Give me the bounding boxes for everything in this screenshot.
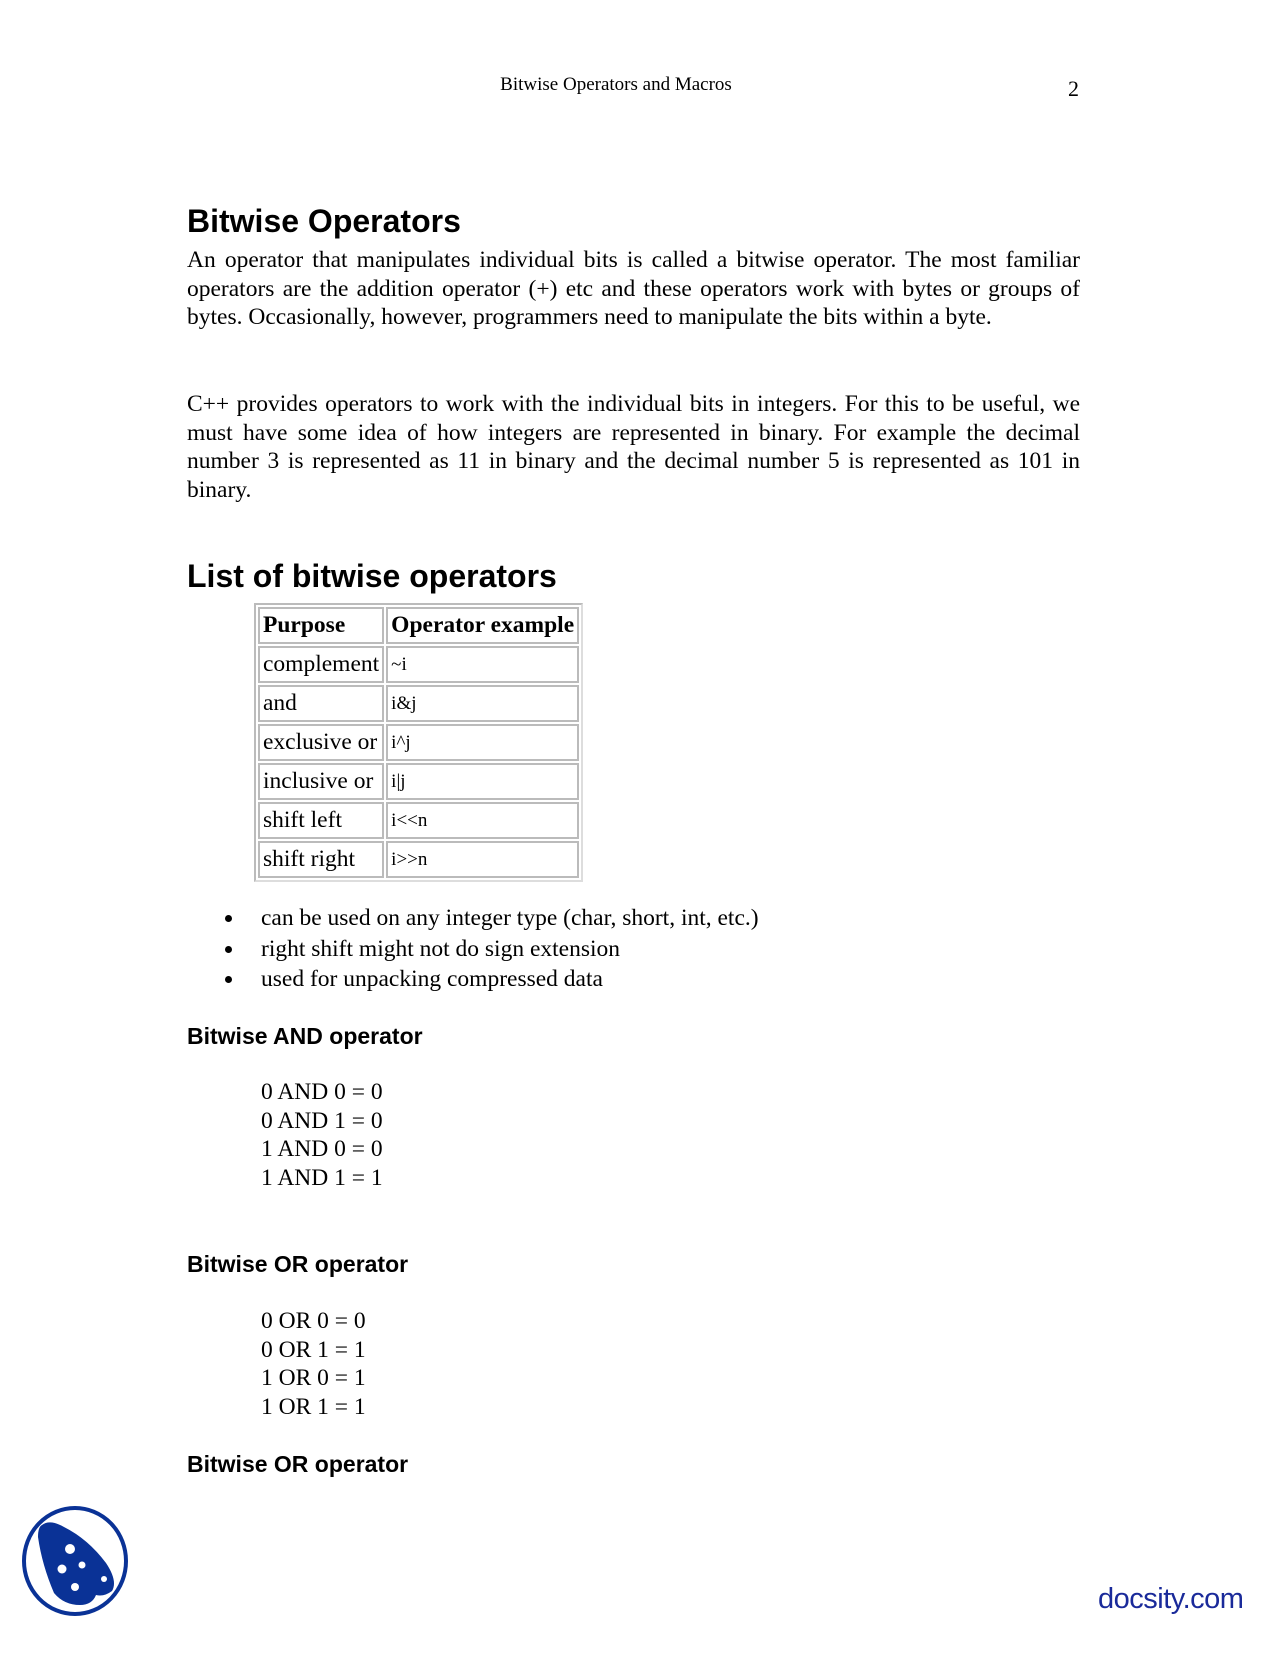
operator-cell: i>>n [386,841,579,878]
running-header: Bitwise Operators and Macros [500,74,732,95]
paragraph-2: C++ provides operators to work with the individual bits in integers. For this to be useful, we must have some idea of how integers are represented in binary. For example the decimal number 3 is represented as 11 in binary and the decimal number 5 is represented as 101 in binary. [187,391,1080,503]
truth-line: 1 AND 1 = 1 [261,1164,383,1191]
truth-line: 0 OR 1 = 1 [261,1336,366,1363]
purpose-cell: exclusive or [258,724,384,761]
truth-line: 1 OR 0 = 1 [261,1365,366,1392]
list-item: can be used on any integer type (char, short, int, etc.) [187,903,759,934]
truth-line: 1 AND 0 = 0 [261,1136,383,1163]
operator-cell: ~i [386,646,579,683]
operator-cell: i|j [386,763,579,800]
purpose-cell: shift right [258,841,384,878]
table-row [258,841,579,878]
paragraph-1: An operator that manipulates individual bits is called a bitwise operator. The most familiar operators are the addition operator (+) etc and these operators work with bytes or groups of bytes. Occasionally, however, programmers need to manipulate the bits within a byte. [187,247,1080,331]
operators-table [254,603,583,882]
truth-line: 0 AND 0 = 0 [261,1079,383,1105]
table-header-row [258,607,579,644]
bullet-list [187,903,759,995]
purpose-cell: complement [258,646,384,683]
docsity-brand-link[interactable]: docsity.com [1098,1583,1244,1615]
column-header-purpose: Purpose [258,607,384,644]
subheading-or: Bitwise OR operator [187,1251,409,1277]
table-row [258,685,579,722]
table-row [258,724,579,761]
truth-line: 0 AND 1 = 0 [261,1107,383,1134]
table-row [258,646,579,683]
section-heading-list: List of bitwise operators [187,558,557,594]
operator-cell: i&j [386,685,579,722]
operator-cell: i^j [386,724,579,761]
or-truth-table [261,1307,366,1421]
subheading-and: Bitwise AND operator [187,1023,423,1049]
column-header-operator: Operator example [386,607,579,644]
purpose-cell: and [258,685,384,722]
table-row [258,763,579,800]
page-number: 2 [1068,76,1079,101]
section-heading-bitwise-operators: Bitwise Operators [187,203,461,239]
list-item: used for unpacking compressed data [187,964,759,995]
docsity-logo-icon [20,1505,130,1617]
and-truth-table [261,1078,383,1192]
truth-line: 1 OR 1 = 1 [261,1393,366,1420]
operator-cell: i<<n [386,802,579,839]
purpose-cell: shift left [258,802,384,839]
subheading-or-2: Bitwise OR operator [187,1451,409,1477]
list-item: right shift might not do sign extension [187,934,759,965]
table-row [258,802,579,839]
truth-line: 0 OR 0 = 0 [261,1308,366,1334]
purpose-cell: inclusive or [258,763,384,800]
